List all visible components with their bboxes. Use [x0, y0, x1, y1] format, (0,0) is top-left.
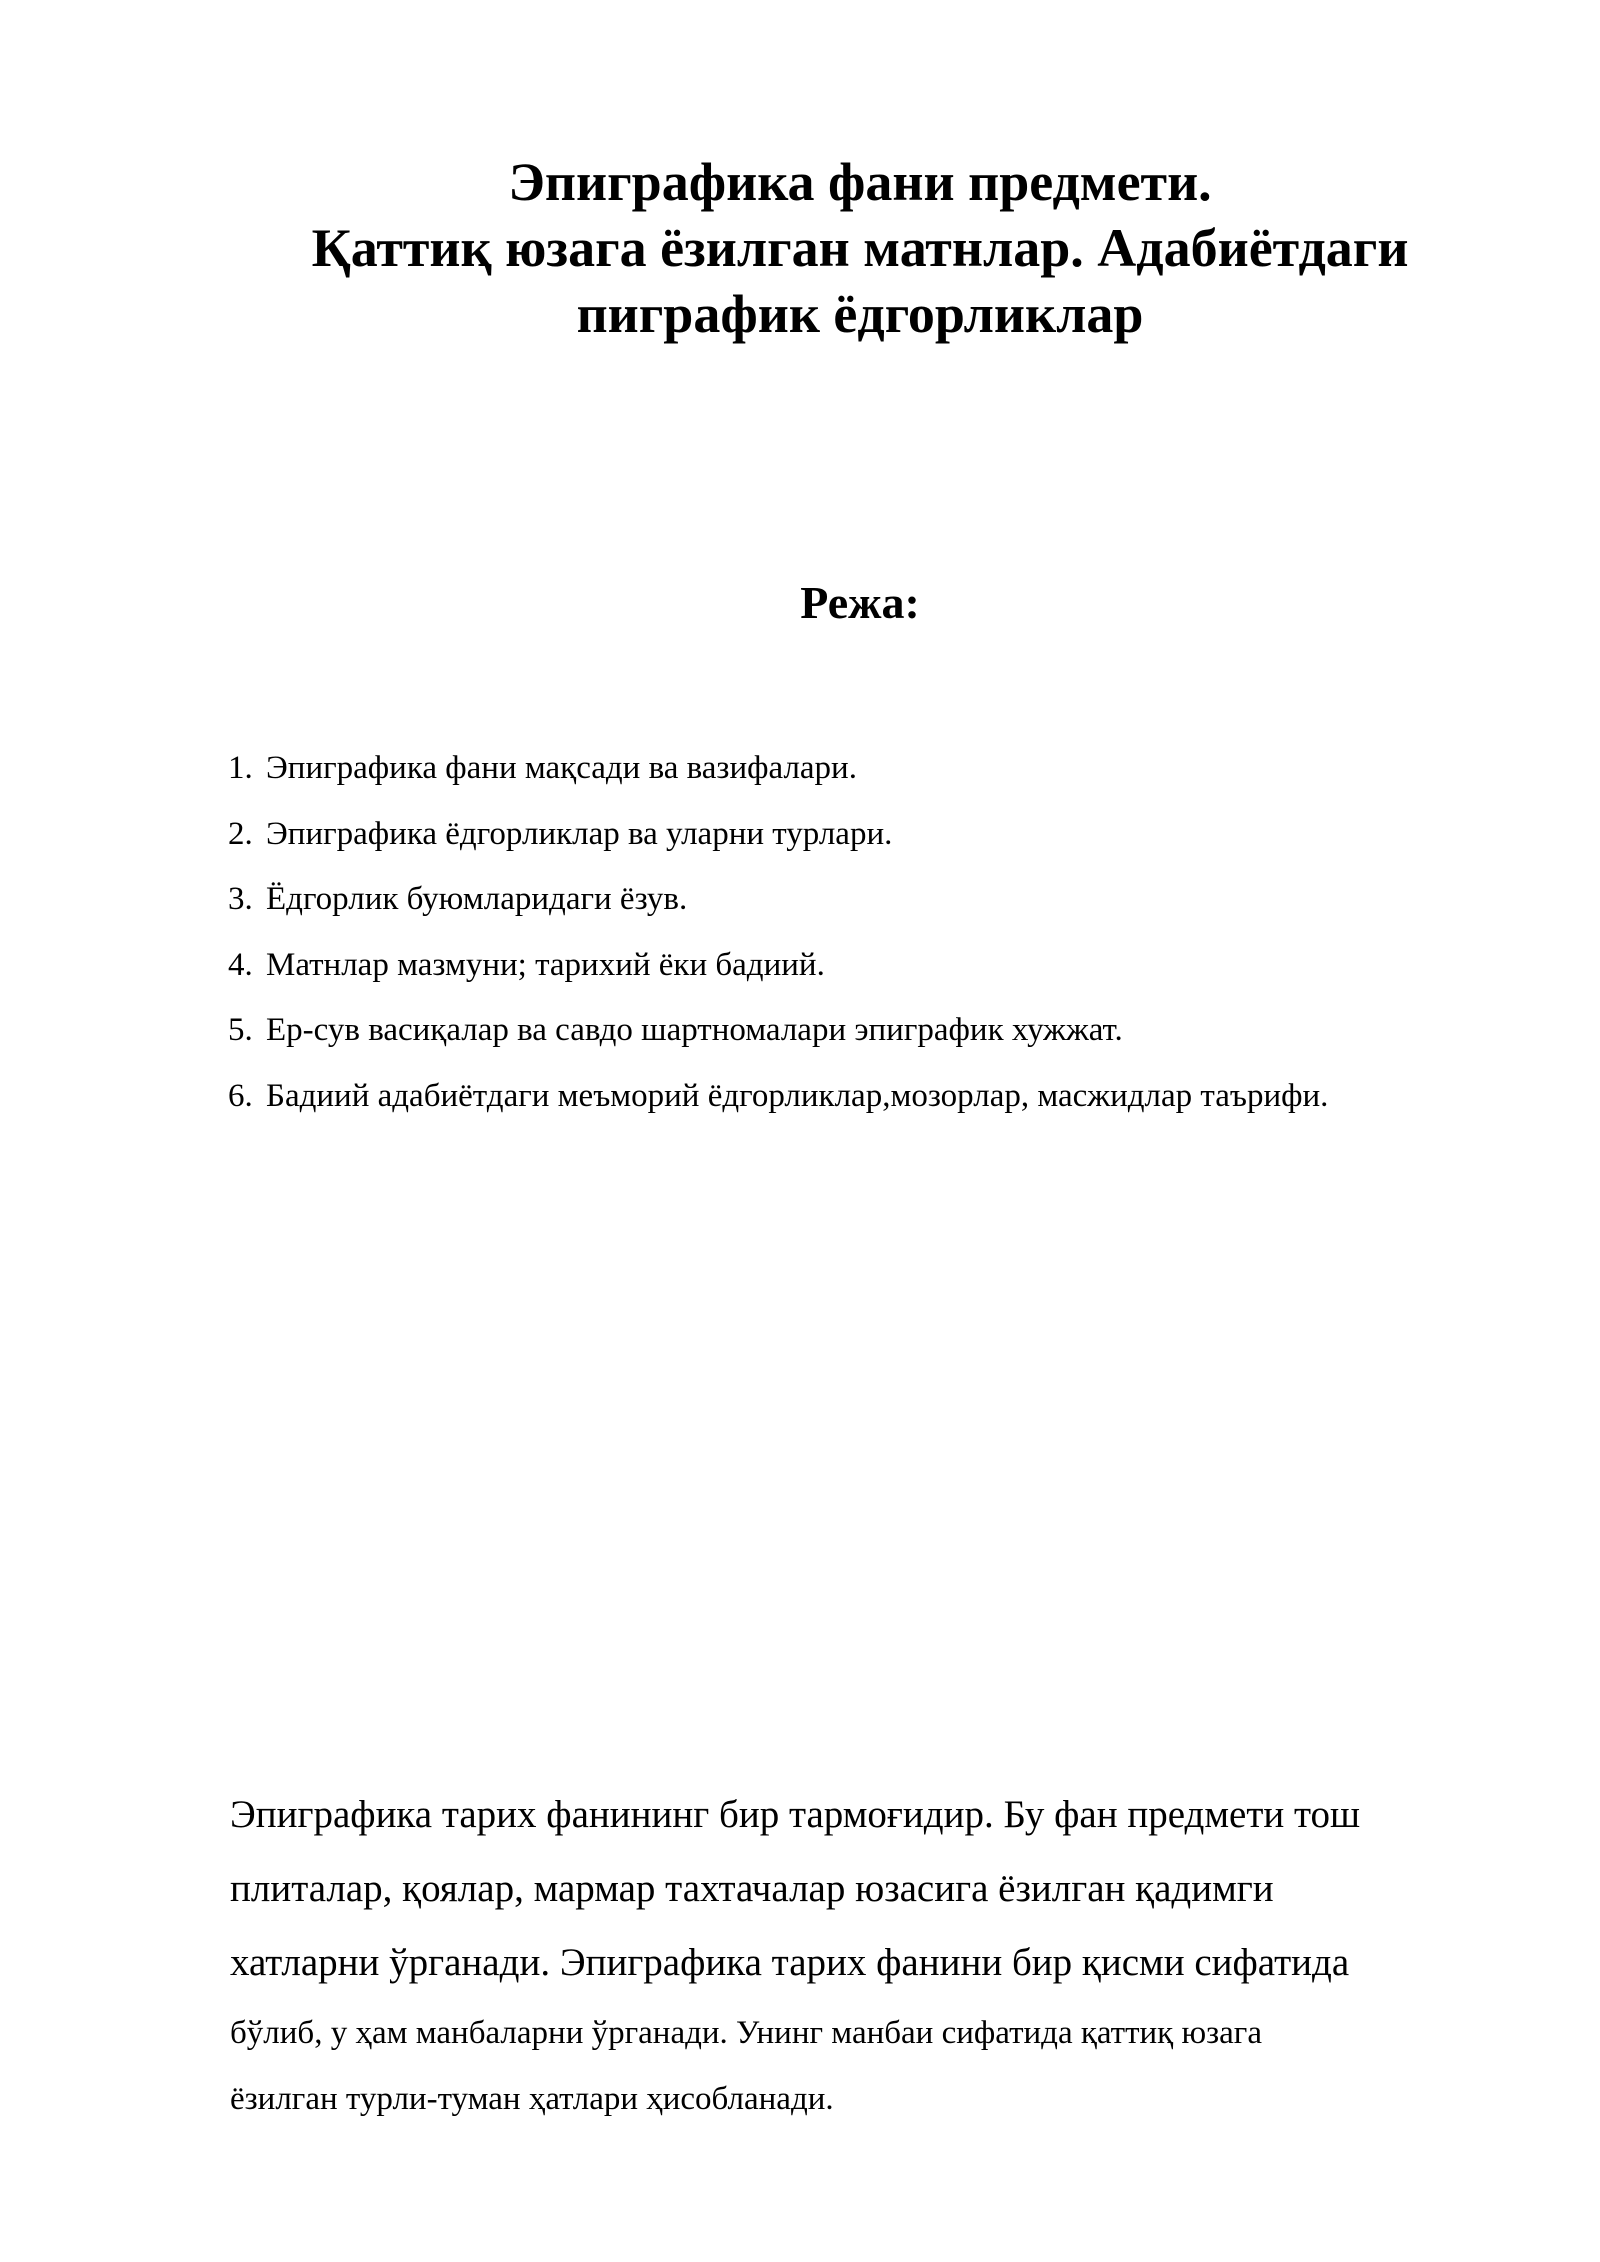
plan-item: [228, 945, 1528, 985]
plan-item: [228, 814, 1528, 854]
body-line: плиталар, қоялар, мармар тахтачалар юзасига ёзилган қадимги: [230, 1867, 1274, 1910]
plan-item-number: 1.: [228, 750, 253, 786]
plan-item-text: Эпиграфика фани мақсади ва вазифалари.: [266, 750, 857, 786]
title-line: Қаттиқ юзага ёзилган матнлар. Адабиётдаги: [311, 217, 1409, 278]
plan-item-number: 5.: [228, 1012, 253, 1048]
plan-item-number: 2.: [228, 815, 253, 852]
plan-item-text: Ер-сув васиқалар ва савдо шартномалари эпиграфик хужжат.: [266, 1012, 1123, 1048]
plan-item: [228, 748, 1528, 788]
plan-item-text: Бадиий адабиётдаги меъморий ёдгорликлар,мозорлар, масжидлар таърифи.: [266, 1077, 1329, 1114]
plan-list: [228, 748, 1528, 1141]
plan-heading: Режа:: [800, 577, 920, 628]
body-line: ёзилган турли-туман ҳатлари ҳисобланади.: [230, 2081, 834, 2117]
plan-item-text: Ёдгорлик буюмларидаги ёзув.: [266, 881, 688, 917]
plan-item-number: 3.: [228, 881, 253, 917]
plan-item-text: Матнлар мазмуни; тарихий ёки бадиий.: [266, 946, 825, 983]
title-line: пиграфик ёдгорликлар: [576, 283, 1144, 344]
body-line: хатларни ўрганади. Эпиграфика тарих фанини бир қисми сифатида: [230, 1941, 1350, 1984]
document-title: [230, 150, 1490, 348]
plan-item-number: 6.: [228, 1077, 253, 1114]
title-line: Эпиграфика фани предмети.: [508, 152, 1212, 212]
plan-item-number: 4.: [228, 946, 253, 983]
plan-item-text: Эпиграфика ёдгорликлар ва уларни турлари.: [266, 815, 893, 852]
plan-item: [228, 1076, 1528, 1116]
body-paragraph: [230, 1778, 1530, 2132]
plan-item: [228, 1010, 1528, 1050]
plan-item: [228, 879, 1528, 919]
body-line: Эпиграфика тарих фанининг бир тармоғидир. Бу фан предмети тош: [230, 1793, 1361, 1836]
body-line: бўлиб, у ҳам манбаларни ўрганади. Унинг манбаи сифатида қаттиқ юзага: [230, 2015, 1262, 2051]
